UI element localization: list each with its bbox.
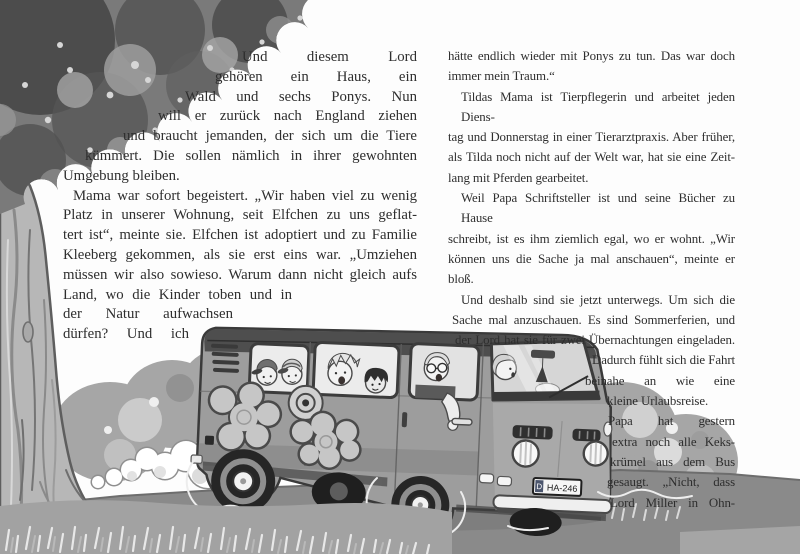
text-line: Sache mal anzuschauen. Es sind Sommerferien, und bbox=[452, 312, 735, 327]
text-line: der Natur aufwachsen bbox=[63, 306, 233, 323]
text-line: hätte endlich wieder mit Ponys zu tun. Das war doch bbox=[448, 49, 735, 63]
text-line: kleine Urlaubsreise. bbox=[607, 394, 709, 409]
bus-middle-window bbox=[313, 342, 399, 398]
text-line: gesaugt. „Nicht, dass bbox=[607, 475, 735, 490]
fuel-cap bbox=[205, 436, 214, 445]
text-line: Umgebung bleiben. bbox=[63, 167, 180, 184]
text-line: Papa hat gestern bbox=[608, 414, 735, 429]
text-line: und braucht jemanden, der sich um die Tiere bbox=[123, 128, 417, 145]
text-line: extra noch alle Keks- bbox=[612, 434, 735, 449]
text-line: können uns die Sache ja mal anschauen“, meinte er bloß. bbox=[448, 251, 735, 287]
text-line: immer mein Traum.“ bbox=[448, 69, 555, 84]
text-line: Tildas Mama ist Tierpflegerin und arbeitet jeden Diens- bbox=[461, 89, 735, 124]
text-line: Platz in unserer Wohnung, seit Elfchen zu uns geflat- bbox=[63, 207, 417, 224]
text-line: als Tilda noch nicht auf der Welt war, hat sie eine Zeit- bbox=[448, 150, 735, 165]
text-line: lang mit Pferden gearbeitet. bbox=[448, 170, 589, 185]
text-line: schreibt, ist es ihm ziemlich egal, wo er wohnt. „Wir bbox=[448, 231, 735, 246]
text-line: will er zurück nach England ziehen bbox=[158, 108, 417, 125]
text-line: der Lord hat sie für zwei Übernachtungen eingeladen. bbox=[455, 333, 735, 348]
text-line: kümmert. Die sollen nämlich in ihrer gewohnten bbox=[85, 147, 417, 164]
text-line: Kleeberg gekommen, als sie erst eins war. „Umziehen bbox=[63, 246, 417, 263]
plate-number: HA-246 bbox=[546, 482, 578, 494]
right-text-column bbox=[448, 46, 735, 513]
text-line: Wald und sechs Ponys. Nun bbox=[185, 88, 417, 105]
text-line: Und diesem Lord bbox=[242, 49, 417, 65]
text-line: tert ist“, meinte sie. Elfchen ist adoptiert und zu Familie bbox=[63, 227, 417, 244]
text-line: beinahe an wie eine bbox=[585, 373, 735, 388]
text-line: gehören ein Haus, ein bbox=[215, 68, 417, 85]
text-line: Dadurch fühlt sich die Fahrt bbox=[592, 353, 735, 368]
text-line: Land, wo die Kinder toben und in bbox=[63, 286, 292, 303]
text-line: Mama war sofort begeistert. „Wir haben viel zu wenig bbox=[73, 187, 417, 204]
left-text-column bbox=[63, 48, 417, 345]
text-line: dürfen? Und ich bbox=[63, 326, 189, 343]
sliding-door-handle bbox=[402, 412, 408, 427]
text-line: Weil Papa Schriftsteller ist und seine Bücher zu Hause bbox=[461, 191, 735, 226]
text-line: tag und Donnerstag in einer Tierarztpraxis. Aber früher, bbox=[448, 130, 735, 145]
text-line: krümel aus dem Bus bbox=[610, 454, 735, 469]
plate-country: D bbox=[536, 482, 543, 492]
text-line: müssen wir also sowieso. Warum dann nicht gleich aufs bbox=[63, 266, 417, 283]
text-line: Und deshalb sind sie jetzt unterwegs. Um sich die bbox=[461, 292, 735, 307]
text-line: Lord Miller in Ohn- bbox=[610, 495, 735, 510]
